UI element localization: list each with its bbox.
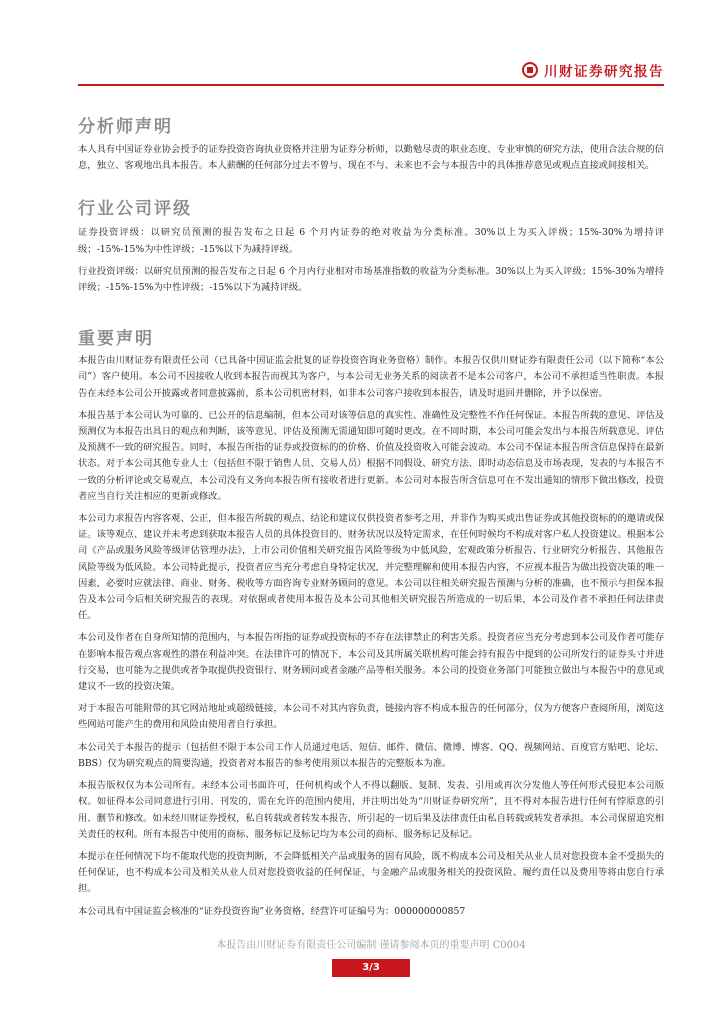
notice-paragraph: 对于本报告可能附带的其它网站地址或超级链接，本公司不对其内容负责，链接内容不构成本报告的任何部分，仅为方便客户查阅所用，浏览这些网站可能产生的费用和风险由使用者自行承担。 — [78, 703, 664, 731]
notice-paragraph: 本公司关于本报告的提示（包括但不限于本公司工作人员通过电话、短信、邮件、微信、微博、博客、QQ、视频网站、百度官方贴吧、论坛、BBS）仅为研究观点的简要沟通，投资者对本报告的参考使用须以本报告的完整版本为准。 — [78, 741, 664, 769]
analyst-statement-section — [78, 112, 664, 174]
notice-paragraph: 本公司及作者在自身所知情的范围内，与本报告所指的证券或投资标的不存在法律禁止的利害关系。投资者应当充分考虑到本公司及作者可能存在影响本报告观点客观性的潜在利益冲突。在法律许可的情况下，本公司及其所属关联机构可能会持有报告中提到的公司所发行的证券头寸并进行交易，也可能为之提供或者争取提供投资银行、财务顾问或者金融产品等相关服务。本公司的投资业务部门可能独立做出与本报告中的意见或建议不一致的投资决策。 — [78, 632, 664, 693]
page-footer — [78, 936, 664, 977]
page-header — [78, 54, 664, 82]
brand — [522, 60, 664, 80]
notice-paragraph: 本报告基于本公司认为可靠的、已公开的信息编制，但本公司对该等信息的真实性、准确性及完整性不作任何保证。本报告所载的意见、评估及预测仅为本报告出具日的观点和判断，该等意见、评估及预测无需通知即可随时更改。在不同时期，本公司可能会发出与本报告所载意见、评估及预测不一致的研究报告。同时，本报告所指的证券或投资标的的价格、价值及投资收入可能会波动。本公司不保证本报告所含信息保持在最新状态。对于本公司其他专业人士（包括但不限于销售人员、交易人员）根据不同假设、研究方法、即时动态信息及市场表现，发表的与本报告不一致的分析评论或交易观点，本公司没有义务向本报告所有接收者进行更新。本公司对本报告所含信息可在不发出通知的情形下做出修改，投资者应当自行关注相应的更新或修改。 — [78, 409, 664, 502]
notice-paragraph: 本提示在任何情况下均不能取代您的投资判断，不会降低相关产品或服务的固有风险，既不构成本公司及相关从业人员对您投资本金不受损失的任何保证，也不构成本公司及相关从业人员对您投资收益的任何保证，与金融产品或服务相关的投资风险、履约责任以及费用等将由您自行承担。 — [78, 850, 664, 895]
notice-paragraph: 本报告版权仅为本公司所有。未经本公司书面许可，任何机构或个人不得以翻版、复制、发表、引用或再次分发他人等任何形式侵犯本公司版权。如征得本公司同意进行引用、刊发的，需在允许的范围内使用，并注明出处为“川财证券研究所”，且不得对本报告进行任何有悖原意的引用、删节和修改。如未经川财证券授权，私自转载或者转发本报告，所引起的一切后果及法律责任由私自转载或转发者承担。本公司保留追究相关责任的权利。所有本报告中使用的商标、服务标记及标记均为本公司的商标、服务标记及标记。 — [78, 780, 664, 840]
notice-paragraph: 本公司力求报告内容客观、公正，但本报告所载的观点、结论和建议仅供投资者参考之用，并非作为购买或出售证券或其他投资标的的邀请或保证。该等观点、建议并未考虑到获取本报告人员的具体投资目的、财务状况以及特定需求，在任何时候均不构成对客户私人投资建议。根据本公司《产品或服务风险等级评估管理办法》，上市公司价值相关研究报告风险等级为中低风险，宏观政策分析报告、行业研究分析报告、其他报告风险等级为低风险。本公司特此提示，投资者应当充分考虑自身特定状况，并完整理解和使用本报告内容，不应视本报告为做出投资决策的唯一因素，必要时应就法律、商业、财务、税收等方面咨询专业财务顾问的意见。本公司以往相关研究报告预测与分析的准确，也不预示与担保本报告及本公司今后相关研究报告的表现。对依据或者使用本报告及本公司其他相关研究报告所造成的一切后果，本公司及作者不承担任何法律责任。 — [78, 513, 664, 622]
page-number: 3/3 — [332, 959, 410, 977]
important-notice-section — [78, 324, 664, 920]
industry-rating-text: 行业投资评级：以研究员预测的报告发布之日起 6 个月内行业相对市场基准指数的收益为分类标准。30%以上为买入评级；15%-30%为增持评级；-15%-15%为中性评级；-15%以下为减持评级。 — [78, 265, 664, 294]
rating-section — [78, 194, 664, 296]
brand-title: 川财证券研究报告 — [544, 64, 664, 80]
notice-paragraph: 本报告由川财证券有限责任公司（已具备中国证监会批复的证券投资咨询业务资格）制作。本报告仅供川财证券有限责任公司（以下简称“本公司”）客户使用。本公司不因接收人收到本报告而视其为客户，与本公司无业务关系的阅读者不是本公司客户，本公司不承担适当性职责。本报告在未经本公司公开披露或者同意披露前，系本公司机密材料，如非本公司客户接收到本报告，请及时退回并删除，并予以保密。 — [78, 355, 664, 399]
footer-disclaimer: 本报告由川财证券有限责任公司编制 谨请参阅本页的重要声明 C0004 — [216, 940, 526, 951]
header-divider — [78, 84, 664, 86]
rating-title: 行业公司评级 — [78, 199, 192, 220]
notice-paragraph: 本公司具有中国证监会核准的“证券投资咨询”业务资格，经营许可证编号为：000000000857 — [78, 905, 466, 917]
important-notice-title: 重要声明 — [78, 329, 154, 350]
report-body — [78, 112, 664, 926]
company-logo-icon — [522, 62, 538, 78]
company-rating-text: 证券投资评级：以研究员预测的报告发布之日起 6 个月内证券的绝对收益为分类标准。30%以上为买入评级；15%-30%为增持评级；-15%-15%为中性评级；-15%以下为减持评级。 — [78, 227, 664, 255]
analyst-statement-title: 分析师声明 — [78, 117, 173, 137]
analyst-statement-text: 本人具有中国证券业协会授予的证券投资咨询执业资格并注册为证券分析师，以勤勉尽责的职业态度、专业审慎的研究方法，使用合法合规的信息，独立、客观地出具本报告。本人薪酬的任何部分过去不曾与、现在不与、未来也不会与本报告中的具体推荐意见或观点直接或间接相关。 — [78, 144, 664, 172]
